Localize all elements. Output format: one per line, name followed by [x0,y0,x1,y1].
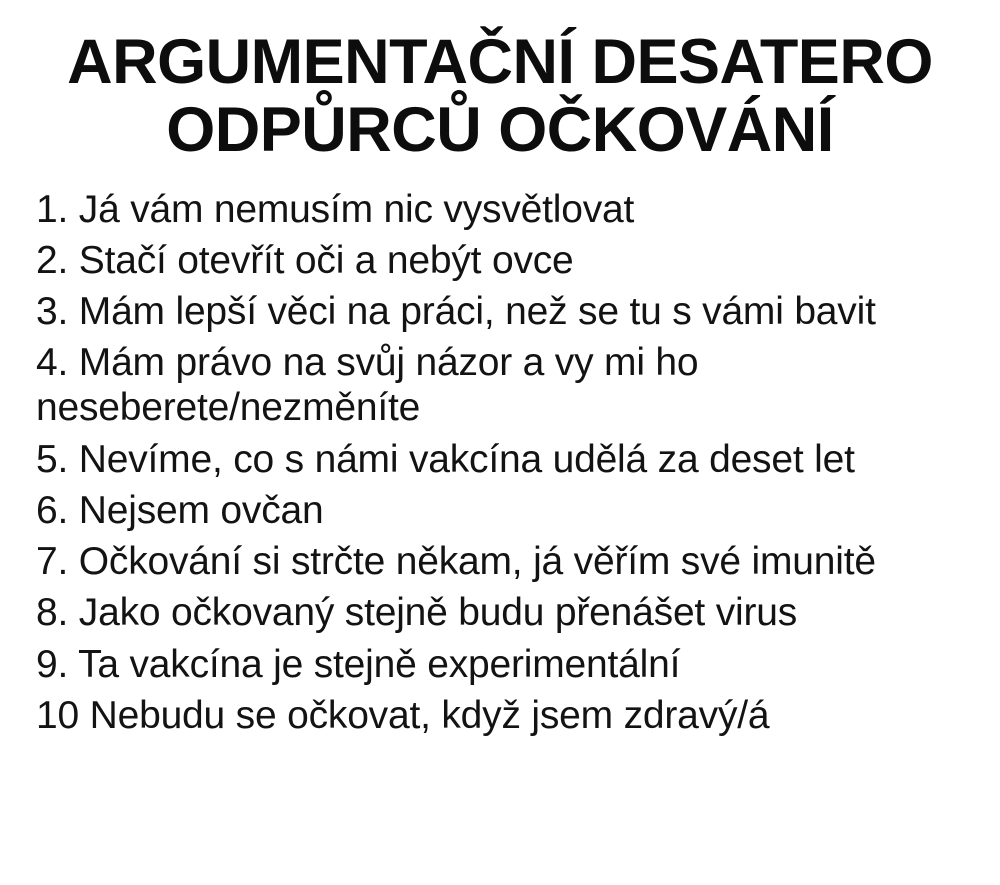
list-item-number: 4. [36,341,69,385]
list-item [36,642,972,687]
title-line-2: ODPŮRCŮ OČKOVÁNÍ [166,95,834,166]
list-item-text: Stačí otevřít oči a nebýt ovce [78,238,574,282]
list-item-text: Jako očkovaný stejně budu přenášet virus [78,591,798,635]
list-item [36,238,972,283]
list-item-text: Nebudu se očkovat, když jsem zdravý/á [89,693,770,737]
list-item-text: Nejsem ovčan [78,488,324,532]
list-item-number: 1. [36,187,69,231]
list-item [36,693,972,738]
list-item [36,437,972,482]
list-item [36,187,972,232]
list-item-number: 7. [36,540,69,584]
list-item [36,590,972,635]
list-item [36,340,972,430]
list-item-text: Mám lepší věci na práci, než se tu s vámi bavit [78,289,876,333]
poster-title [28,27,972,166]
list-item-number: 2. [36,238,69,282]
list-item-text: Ta vakcína je stejně experimentální [78,642,681,686]
list-item-text: Já vám nemusím nic vysvětlovat [78,187,635,231]
list-item-number: 5. [36,437,69,481]
list-item-text: Mám právo na svůj názor a vy mi ho neseberete/nezměníte [36,341,699,430]
list-item [36,488,972,533]
list-item [36,289,972,334]
list-item [36,539,972,584]
list-item-number: 10 [36,693,79,737]
title-line-1: ARGUMENTAČNÍ DESATERO [67,27,933,97]
list-item-text: Nevíme, co s námi vakcína udělá za deset let [78,437,855,481]
argument-list [28,187,972,745]
list-item-text: Očkování si strčte někam, já věřím své imunitě [78,540,876,584]
list-item-number: 8. [36,591,69,635]
list-item-number: 3. [36,289,69,333]
list-item-number: 6. [36,488,69,532]
list-item-number: 9. [36,642,69,686]
